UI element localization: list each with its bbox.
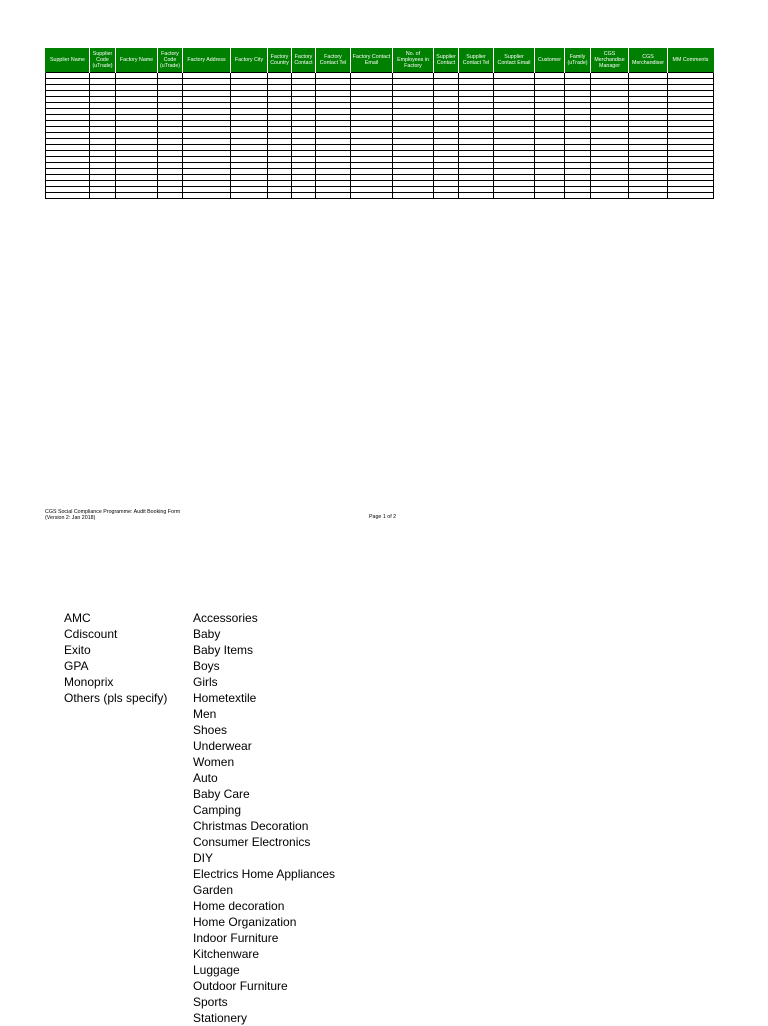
table-cell[interactable]	[90, 193, 116, 199]
family-item: Shoes	[193, 723, 228, 737]
column-header: Supplier Contact Tel	[459, 48, 494, 73]
customer-item: GPA	[64, 659, 89, 673]
page-number: Page 1 of 2	[369, 514, 397, 520]
family-item: Camping	[193, 803, 242, 817]
family-item: Girls	[193, 675, 218, 689]
family-item: Baby Care	[193, 787, 250, 801]
family-item: Baby Items	[193, 643, 254, 657]
column-header: No. of Employees in Factory	[393, 48, 434, 73]
audit-booking-table	[45, 48, 714, 199]
family-item: Women	[193, 755, 235, 769]
column-header: Factory Country	[268, 48, 292, 73]
column-header: Family (uTrade)	[565, 48, 591, 73]
family-item: Boys	[193, 659, 220, 673]
family-item: Garden	[193, 883, 234, 897]
column-header: CGS Merchandise Manager	[591, 48, 629, 73]
footer-document-title: CGS Social Compliance Programme: Audit Booking Form	[45, 509, 181, 515]
family-item: Hometextile	[193, 691, 257, 705]
family-item: Stationery	[193, 1011, 248, 1025]
table-cell[interactable]	[434, 193, 459, 199]
customer-list	[64, 610, 167, 706]
table-cell[interactable]	[158, 193, 183, 199]
column-header: Customer	[535, 48, 565, 73]
table-cell[interactable]	[116, 193, 158, 199]
document-footer	[45, 510, 180, 522]
column-header: Supplier Name	[46, 48, 90, 73]
table-cell[interactable]	[268, 193, 292, 199]
column-header: Supplier Contact Email	[494, 48, 535, 73]
table-cell[interactable]	[535, 193, 565, 199]
table-row	[46, 193, 714, 199]
family-item: Home Organization	[193, 915, 297, 929]
family-item: Home decoration	[193, 899, 285, 913]
table-cell[interactable]	[231, 193, 268, 199]
table-cell[interactable]	[629, 193, 668, 199]
table-cell[interactable]	[668, 193, 714, 199]
customer-item: Others (pls specify)	[64, 691, 168, 705]
family-item: Sports	[193, 995, 228, 1009]
family-item: Baby	[193, 627, 221, 641]
table-cell[interactable]	[46, 193, 90, 199]
family-item: Electrics Home Appliances	[193, 867, 336, 881]
table-cell[interactable]	[316, 193, 351, 199]
column-header: CGS Merchandiser	[629, 48, 668, 73]
customer-item: Cdiscount	[64, 627, 118, 641]
table-cell[interactable]	[494, 193, 535, 199]
column-header: Factory Contact Email	[351, 48, 393, 73]
customer-item: Monoprix	[64, 675, 114, 689]
family-item: Men	[193, 707, 217, 721]
column-header: Factory Contact Tel	[316, 48, 351, 73]
column-header: Factory Contact	[292, 48, 316, 73]
table-cell[interactable]	[351, 193, 393, 199]
family-item: Consumer Electronics	[193, 835, 311, 849]
customer-item: Exito	[64, 643, 91, 657]
column-header: MM Comments	[668, 48, 714, 73]
family-item: Christmas Decoration	[193, 819, 309, 833]
family-item: Indoor Furniture	[193, 931, 279, 945]
column-header: Factory Code (uTrade)	[158, 48, 183, 73]
family-item: DIY	[193, 851, 214, 865]
column-header: Factory City	[231, 48, 268, 73]
family-item: Accessories	[193, 611, 258, 625]
family-item: Luggage	[193, 963, 240, 977]
table-cell[interactable]	[292, 193, 316, 199]
table-body	[46, 73, 714, 199]
table-cell[interactable]	[393, 193, 434, 199]
table-cell[interactable]	[565, 193, 591, 199]
column-header: Factory Name	[116, 48, 158, 73]
customer-item: AMC	[64, 611, 91, 625]
family-item: Outdoor Furniture	[193, 979, 288, 993]
column-header: Supplier Code (uTrade)	[90, 48, 116, 73]
column-header: Supplier Contact	[434, 48, 459, 73]
family-list	[193, 610, 335, 1026]
table-cell[interactable]	[591, 193, 629, 199]
table-header-row	[46, 48, 714, 73]
table-cell[interactable]	[459, 193, 494, 199]
family-item: Underwear	[193, 739, 252, 753]
table-cell[interactable]	[183, 193, 231, 199]
family-item: Auto	[193, 771, 218, 785]
footer-version: (Version 2: Jan 2018)	[45, 514, 96, 521]
column-header: Factory Address	[183, 48, 231, 73]
family-item: Kitchenware	[193, 947, 260, 961]
